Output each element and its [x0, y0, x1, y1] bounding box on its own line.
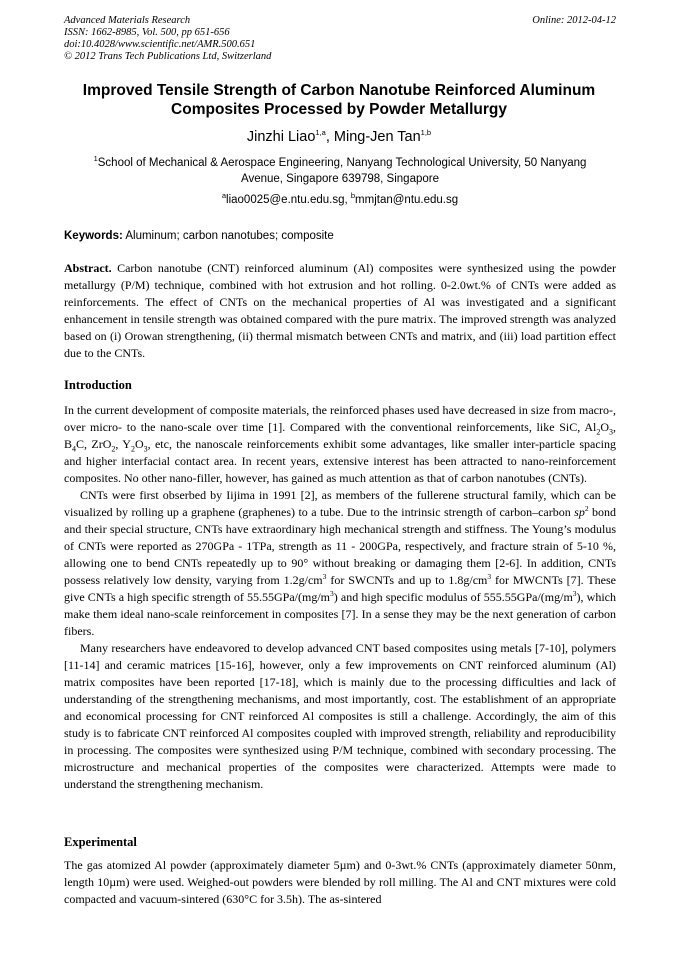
- intro-p1-sub: 2: [130, 444, 135, 454]
- author-1-affiliation-mark: 1,a: [315, 128, 326, 138]
- experimental-paragraph-1: The gas atomized Al powder (approximately diameter 5µm) and 0-3wt.% CNTs (approximately diameter 50nm, length 10µm) were used. Weighed-out powders were blended by roll milling. The Al and CNT mixtures were cold compacted and vacuum-sintered (630°C for 3.5h). The as-sintered: [64, 858, 616, 906]
- intro-p1-text-3: , B: [64, 420, 616, 451]
- intro-p2-sup: 3: [487, 572, 492, 581]
- abstract: [64, 260, 616, 362]
- journal-doi: doi:10.4028/www.scientific.net/AMR.500.651: [64, 39, 256, 50]
- title-line-2: Composites Processed by Powder Metallurgy: [171, 101, 507, 118]
- journal-name: Advanced Materials Research: [64, 15, 191, 26]
- intro-p2-sup: 2: [584, 504, 589, 513]
- affiliation-line-2: Avenue, Singapore 639798, Singapore: [240, 173, 439, 185]
- intro-p1-sub: 2: [596, 427, 601, 437]
- intro-p2-text-5: ) and high specific modulus of 555.55GPa/(mg/m: [333, 590, 573, 604]
- intro-p2-text-4: for MWCNTs [7]. These give CNTs a high specific strength of 55.55GPa/(mg/m: [64, 573, 617, 604]
- author-list: [60, 128, 618, 146]
- intro-p2-text-3: for SWCNTs and up to 1.8g/cm: [326, 573, 488, 587]
- intro-paragraph-1: [64, 402, 616, 487]
- intro-p1-sub: 4: [72, 444, 77, 454]
- abstract-text: Carbon nanotube (CNT) reinforced aluminum (Al) composites were synthesized using the powder metallurgy (P/M) technique, combined with hot extrusion and hot rolling. 0-2.0wt.% of CNTs were added as reinforcements. The effect of CNTs on the mechanical properties of Al was investigated and a significant enhancement in tensile strength was obtained compared with the pure matrix. The improved strength was analyzed based on (i) Orowan strengthening, (ii) thermal mismatch between CNTs and matrix, and (iii) load partition effect due to the CNTs.: [64, 261, 616, 360]
- title-line-1: Improved Tensile Strength of Carbon Nanotube Reinforced Aluminum: [82, 82, 596, 99]
- intro-p1-text-1: In the current development of composite materials, the reinforced phases used have decreased in size from macro-, over micro- to the nano-scale over time [1]. Compared with the conventional reinforcements, like SiC, Al: [64, 403, 616, 434]
- author-separator: ,: [325, 129, 334, 145]
- intro-p1-text-2: O: [600, 420, 609, 434]
- affiliation-mark: 1: [93, 154, 98, 164]
- intro-p2-text-2: bond and their special structure, CNTs have extraordinary high mechanical strength and stiffness. The Young’s modulus of CNTs were reported as 270GPa - 1TPa, strength as 11 - 200GPa, respectively, and fracture strain of 5-10 %, allowing one to bend CNTs repeatedly up to 90° without breaking or damaging them [2-6]. In addition, CNTs possess relatively low density, varying from 1.2g/cm: [64, 505, 616, 587]
- author-2-affiliation-mark: 1,b: [420, 128, 432, 138]
- keywords-text: Aluminum; carbon nanotubes; composite: [122, 230, 334, 242]
- affiliation: [64, 155, 616, 187]
- intro-p1-sub: 2: [111, 444, 116, 454]
- intro-p2-text-6: ), which make them ideal nano-scale reinforcement in composites [7]. In a sense they may be the next generation of carbon fibers.: [64, 590, 616, 638]
- keywords: [64, 229, 616, 244]
- intro-p2-sup: 3: [322, 572, 327, 581]
- intro-p2-sup: 3: [572, 589, 577, 598]
- online-date: Online: 2012-04-12: [532, 15, 616, 26]
- intro-p1-text-4: C, ZrO: [76, 437, 112, 451]
- keywords-label: Keywords:: [64, 230, 123, 242]
- intro-p1-text-5: , Y: [115, 437, 131, 451]
- intro-p1-sub: 3: [143, 444, 148, 454]
- journal-issn: ISSN: 1662-8985, Vol. 500, pp 651-656: [64, 27, 230, 38]
- affiliation-text-1: School of Mechanical & Aerospace Engineering, Nanyang Technological University, 50 Nanyang: [97, 157, 587, 169]
- author-2-name: Ming-Jen Tan: [333, 129, 421, 145]
- author-emails: [64, 193, 616, 208]
- intro-p2-text-1: CNTs were first obserbed by Iijima in 1991 [2], as members of the fullerene structural family, which can be visualized by rolling up a graphene (graphenes) to a tube. Due to the intrinsic strength of carbon–carbon: [64, 488, 616, 519]
- affiliation-line-1: [64, 155, 616, 171]
- email-b: mmjtan@ntu.edu.sg: [355, 194, 459, 206]
- author-1-name: Jinzhi Liao: [246, 129, 316, 145]
- intro-p1-text-6: O: [134, 437, 144, 451]
- experimental-heading: Experimental: [64, 835, 137, 849]
- journal-copyright: © 2012 Trans Tech Publications Ltd, Switzerland: [64, 51, 272, 62]
- intro-p1-text-7: , etc, the nanoscale reinforcements exhibit some advantages, like smaller inter-particle spacing and higher interfacial contact area. In recent years, extensive interest has been attracted to nano-reinforcement composites. No other nano-filler, however, has gained as much attention as that of carbon nanotubes (CNTs).: [64, 437, 616, 485]
- journal-header: [64, 15, 616, 63]
- intro-p2-sp-italic: sp: [574, 505, 585, 519]
- introduction-heading: Introduction: [64, 378, 132, 392]
- intro-paragraph-3: Many researchers have endeavored to develop advanced CNT based composites using metals [7-10], polymers [11-14] and ceramic matrices [15-16], however, only a few improvements on CNT reinforced aluminum (Al) matrix composites have been reported [17-18], which is mainly due to the processing difficulties and lack of understanding of the strengthening mechanisms, and most importantly, cost. The establishment of an appropriate and economical processing for CNT reinforced Al composites is still a challenge. Accordingly, the aim of this study is to fabricate CNT reinforced Al composites coupled with improved strength, reliability and reproducibility in processing. The composites were synthesized using P/M technique, combined with secondary processing. The microstructure and mechanical properties of the composites were characterized. Attempts were made to understand the strengthening mechanism.: [64, 641, 616, 791]
- paper-title: [60, 81, 618, 119]
- intro-p2-sup: 3: [330, 589, 334, 598]
- email-mark-a: a: [221, 191, 227, 201]
- email-a: liao0025@e.ntu.edu.sg,: [226, 194, 351, 206]
- intro-paragraph-2: [64, 487, 616, 640]
- email-mark-b: b: [350, 191, 356, 201]
- introduction-body: [64, 402, 616, 793]
- intro-p1-sub: 3: [609, 427, 613, 437]
- abstract-label: Abstract.: [64, 261, 112, 275]
